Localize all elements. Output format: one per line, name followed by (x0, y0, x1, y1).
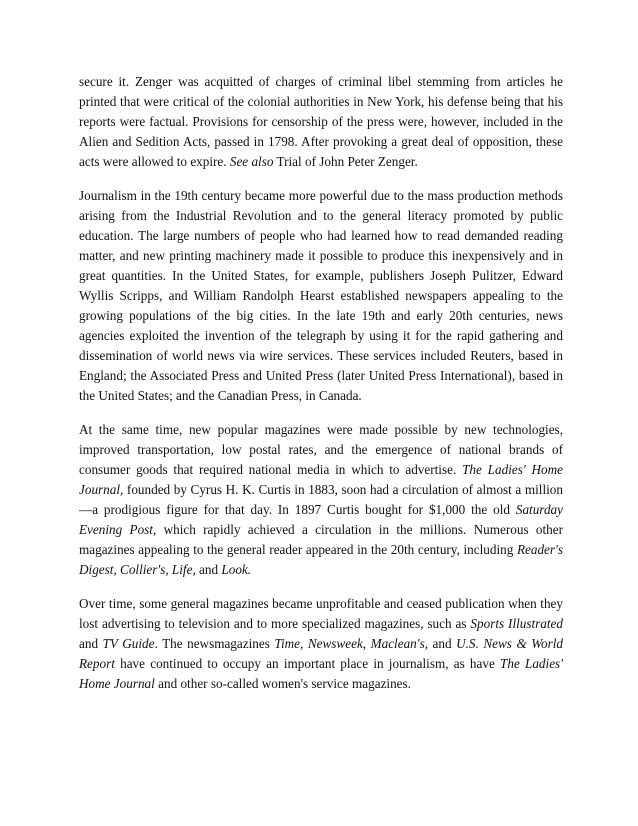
italic-segment: TV Guide (102, 636, 155, 651)
text-segment: , which rapidly achieved a circulation in the millions. Numerous other magazines appealing to the general reader appeared in the 20th century, including (79, 522, 563, 557)
text-segment: Journalism in the 19th century became more powerful due to the mass production methods arising from the Industrial Revolution and to the general literacy promoted by public education. The large numbers of people who had learned how to read demanded reading matter, and new printing machinery made it possible to produce this inexpensively and in great quantities. In the United States, for example, publishers Joseph Pulitzer, Edward Wyllis Scripps, and William Randolph Hearst established newspapers appealing to the growing populations of the big cities. In the late 19th and early 20th centuries, news agencies exploited the invention of the telegraph by using it for the rapid gathering and dissemination of world news via wire services. These services included Reuters, based in England; the Associated Press and United Press (later United Press International), based in the United States; and the Canadian Press, in Canada. (79, 188, 563, 403)
paragraph-over-time (79, 594, 563, 694)
text-segment: and other so-called women's service magazines. (154, 676, 411, 691)
italic-segment: See also (229, 154, 274, 169)
italic-segment: Saturday Evening Post (79, 502, 563, 537)
italic-segment: The Ladies' Home Journal, (79, 462, 563, 497)
text-segment: and (428, 636, 457, 651)
paragraph-zenger (79, 72, 563, 172)
italic-segment: Time, Newsweek, Maclean's, (274, 636, 429, 651)
text-segment: secure it. Zenger was acquitted of charges of criminal libel stemming from articles he printed that were critical of the colonial authorities in New York, his defense being that his reports were factual. Provisions for censorship of the press were, however, included in the Alien and Sedition Acts, passed in 1798. After provoking a great deal of opposition, these acts were allowed to expire. (79, 74, 563, 169)
italic-segment: U.S. News & World Report (79, 636, 563, 671)
text-segment: have continued to occupy an important place in journalism, as have (114, 656, 501, 671)
paragraph-19th-century (79, 186, 563, 406)
italic-segment: Reader's Digest, Collier's, Life, (79, 542, 563, 577)
text-segment: At the same time, new popular magazines were made possible by new technologies, improved transportation, low postal rates, and the emergence of national brands of consumer goods that required national media in which to advertise. (79, 422, 563, 477)
text-segment: and (79, 636, 103, 651)
text-segment: and (195, 562, 222, 577)
text-segment: founded by Cyrus H. K. Curtis in 1883, soon had a circulation of almost a million—a prodigious figure for that day. In 1897 Curtis bought for $1,000 the old (79, 482, 563, 517)
document-page (79, 72, 563, 708)
italic-segment: Look. (221, 562, 252, 577)
italic-segment: Sports Illustrated (470, 616, 564, 631)
text-segment: . The newsmagazines (154, 636, 275, 651)
paragraph-magazines (79, 420, 563, 580)
text-segment: Over time, some general magazines became unprofitable and ceased publication when they lost advertising to television and to more specialized magazines, such as (79, 596, 563, 631)
text-segment: Trial of John Peter Zenger. (273, 154, 418, 169)
italic-segment: The Ladies' Home Journal (79, 656, 563, 691)
